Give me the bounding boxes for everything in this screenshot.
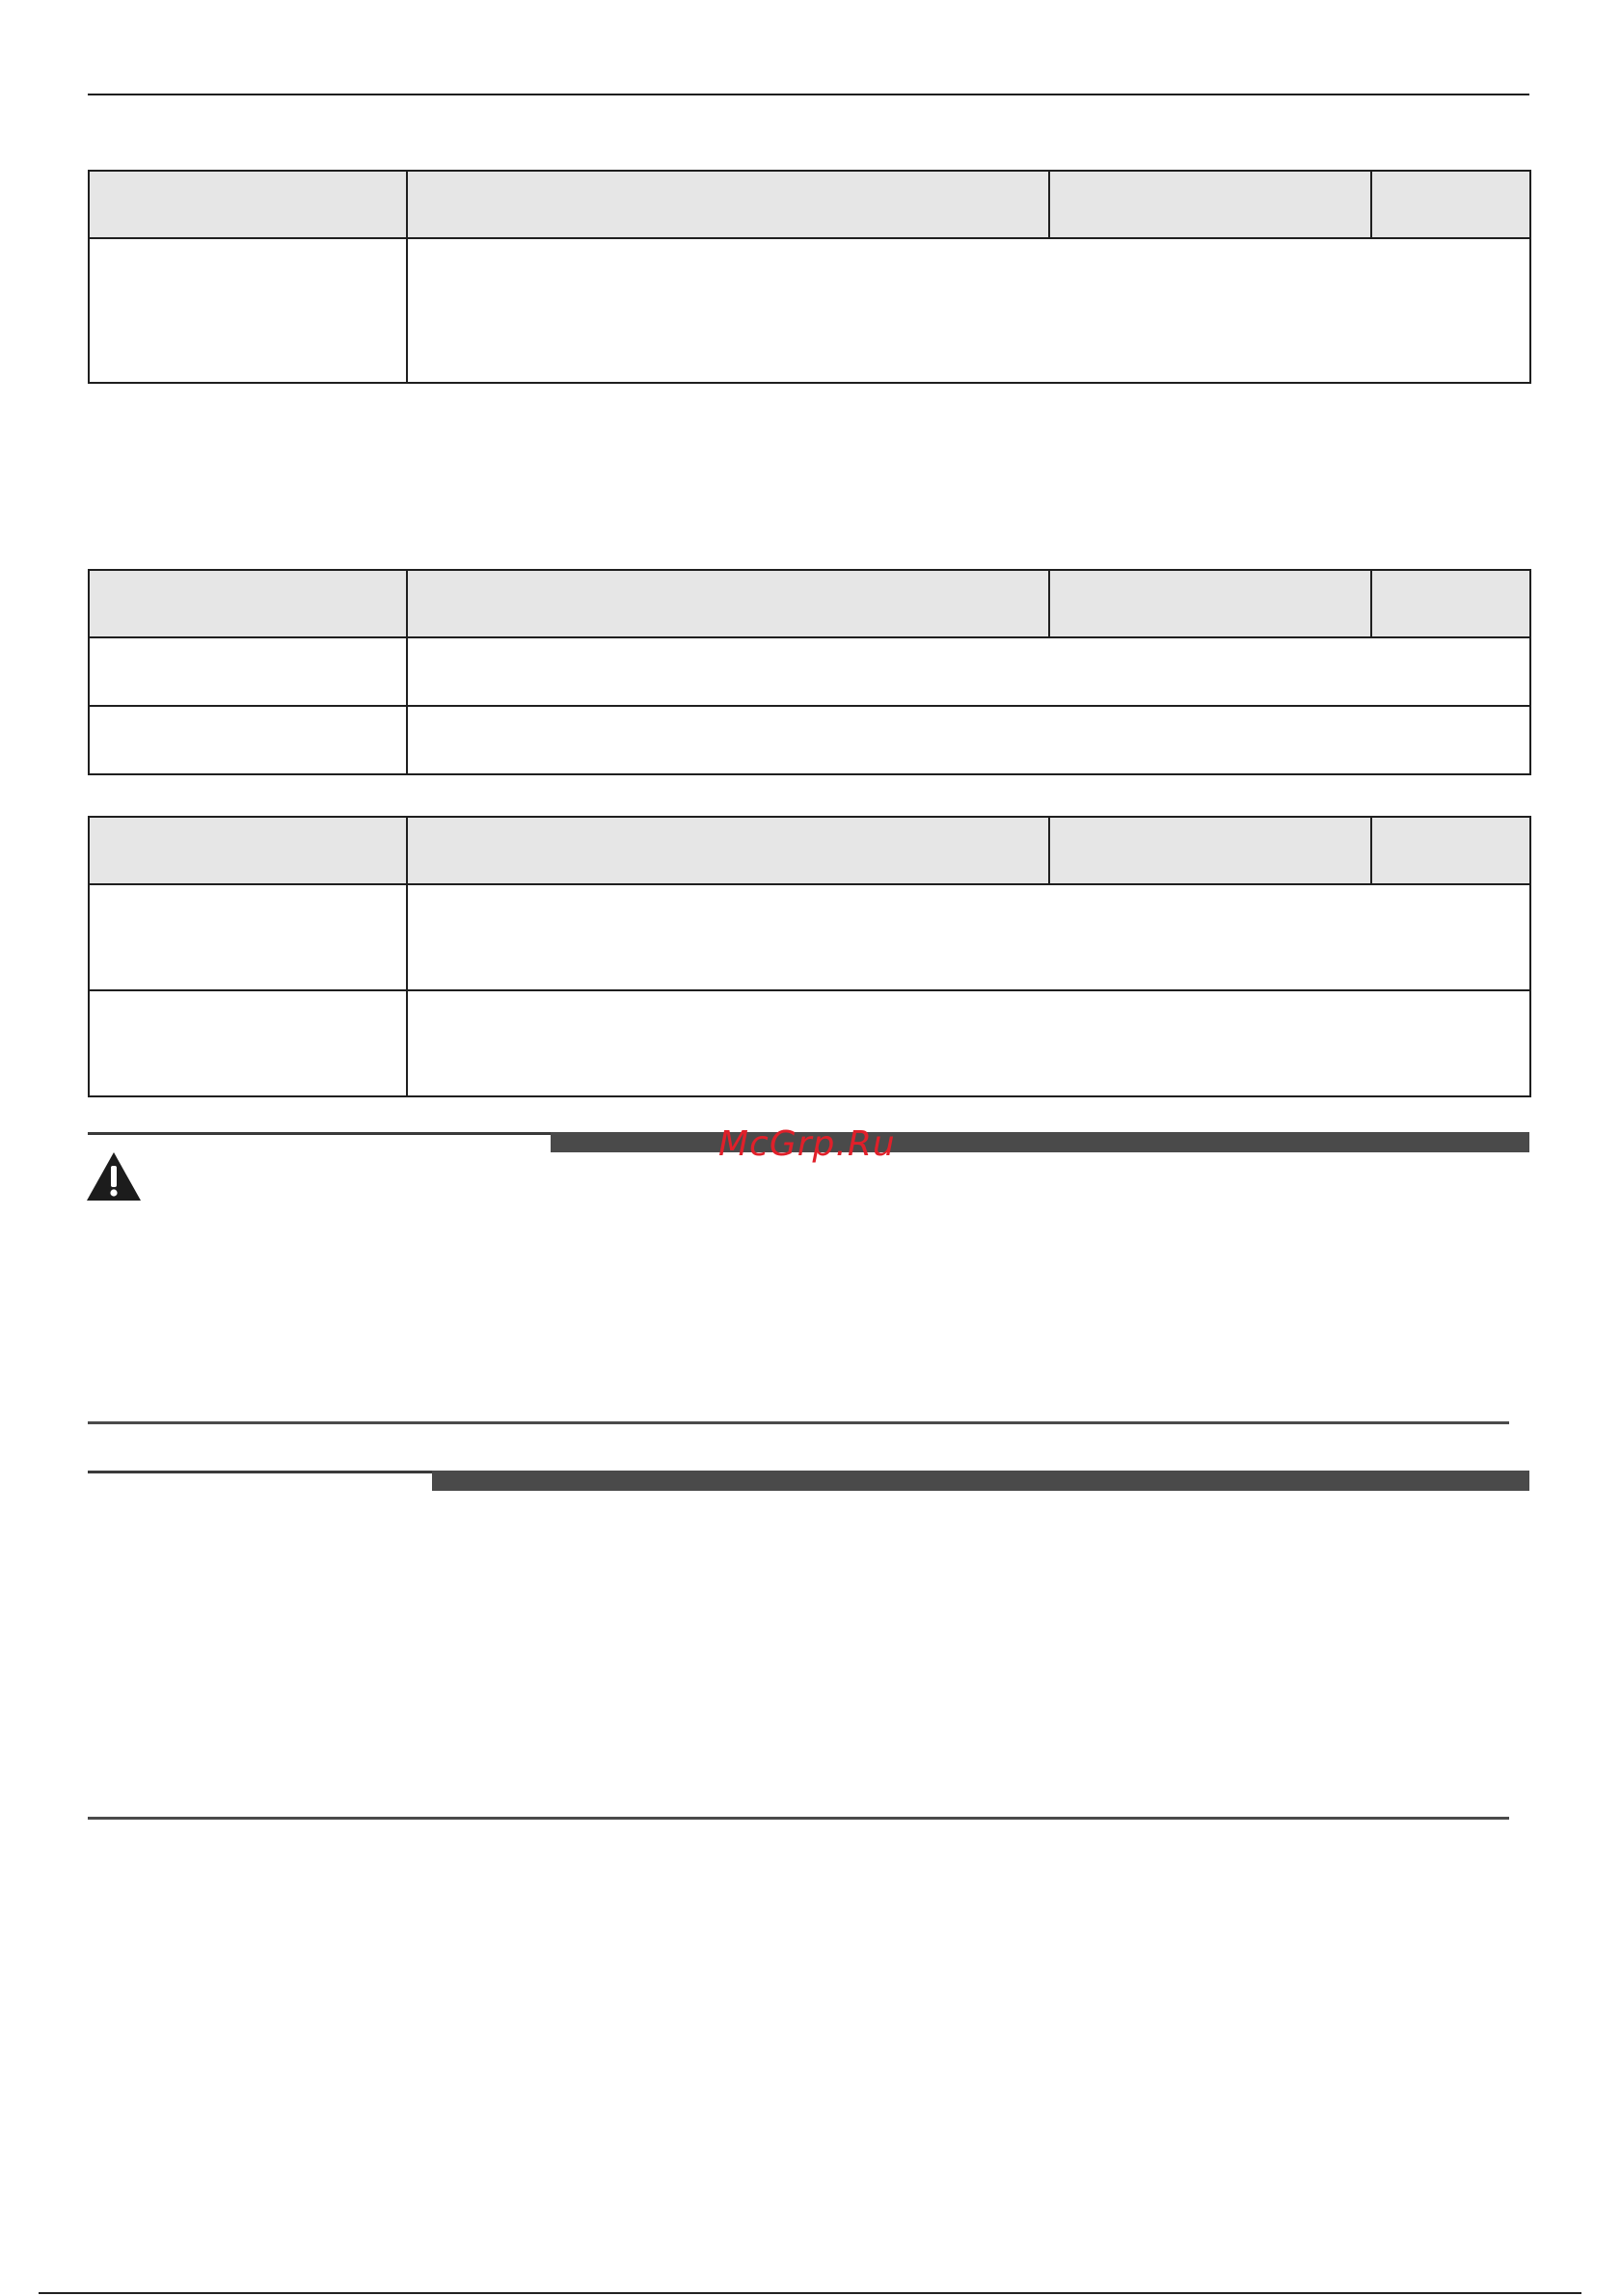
- spec-table-2: [88, 569, 1531, 775]
- page-top-rule: [88, 94, 1529, 95]
- watermark: McGrp.Ru: [718, 1124, 896, 1164]
- table-cell-value: [407, 990, 1530, 1096]
- table-header-cell: [1049, 570, 1371, 637]
- table-header-cell: [1371, 570, 1530, 637]
- table-header-cell: [89, 171, 407, 238]
- table-row: [89, 238, 1530, 383]
- table-header-cell: [1371, 817, 1530, 884]
- table-header-row: [89, 817, 1530, 884]
- table-cell-label: [89, 990, 407, 1096]
- note-section-header: [88, 1471, 1529, 1494]
- table-cell-label: [89, 637, 407, 706]
- table-row: [89, 706, 1530, 774]
- table-cell-value: [407, 238, 1530, 383]
- table-header-cell: [1371, 171, 1530, 238]
- table-header-cell: [407, 817, 1049, 884]
- section-header-bar: [551, 1132, 1529, 1152]
- section-header-bar: [432, 1471, 1529, 1491]
- table-header-cell: [407, 570, 1049, 637]
- table-header-cell: [89, 817, 407, 884]
- table-cell-value: [407, 706, 1530, 774]
- table-header-row: [89, 171, 1530, 238]
- table-header-row: [89, 570, 1530, 637]
- table-header-cell: [1049, 817, 1371, 884]
- section-header-rule: [88, 1132, 551, 1135]
- table-header-cell: [1049, 171, 1371, 238]
- table-cell-label: [89, 706, 407, 774]
- table-cell-label: [89, 884, 407, 990]
- warning-triangle-icon: [86, 1151, 142, 1202]
- table-row: [89, 990, 1530, 1096]
- table-cell-value: [407, 637, 1530, 706]
- section-header-rule: [88, 1471, 432, 1473]
- table-header-cell: [89, 570, 407, 637]
- section-divider: [88, 1421, 1509, 1424]
- table-row: [89, 884, 1530, 990]
- table-header-cell: [407, 171, 1049, 238]
- table-row: [89, 637, 1530, 706]
- section-divider: [88, 1817, 1509, 1820]
- page-bottom-rule: [39, 2292, 1581, 2294]
- table-cell-label: [89, 238, 407, 383]
- spec-table-3: [88, 816, 1531, 1097]
- table-cell-value: [407, 884, 1530, 990]
- spec-table-1: [88, 170, 1531, 384]
